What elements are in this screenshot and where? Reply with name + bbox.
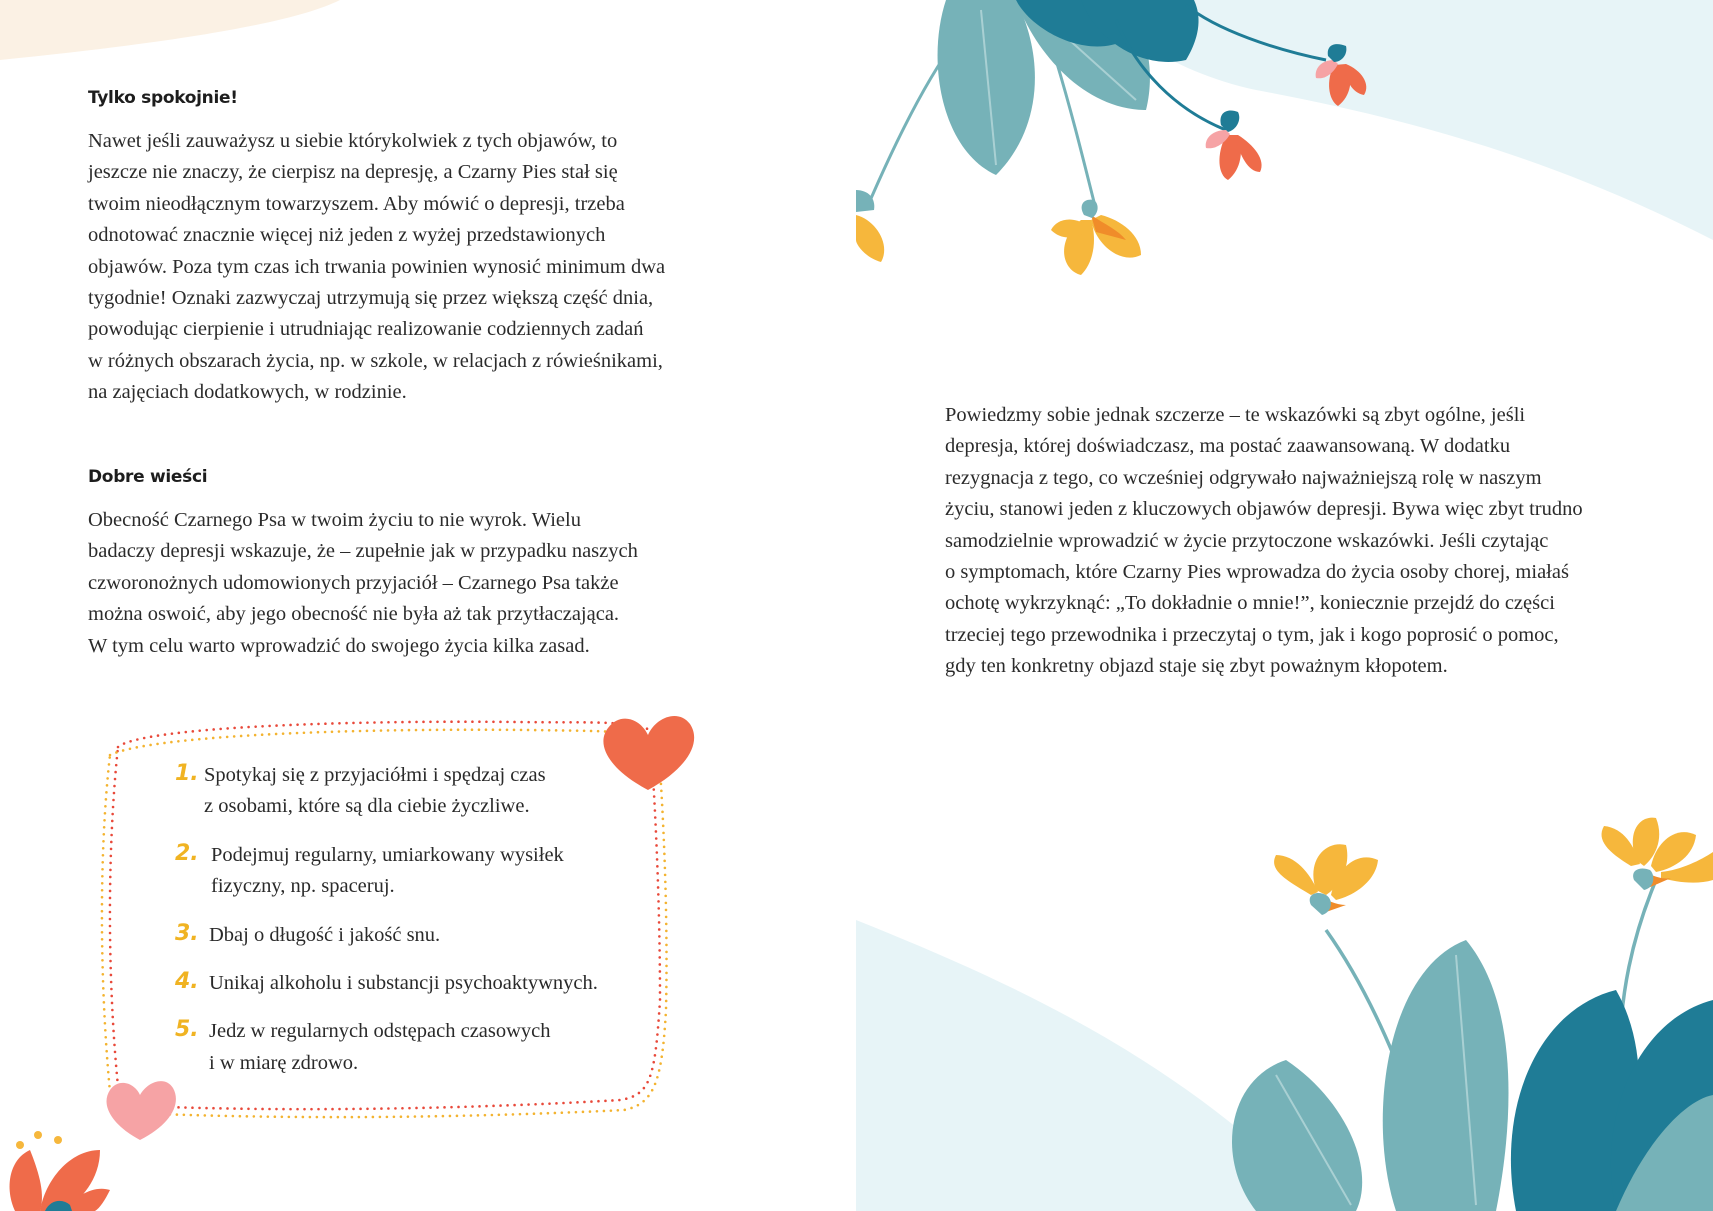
- text-line: twoim nieodłącznym towarzyszem. Aby mówić o depresji, trzeba: [88, 192, 625, 215]
- body-text: o symptomach, które Czarny Pies wprowadza do życia osoby chorej, miałaś: [945, 561, 1569, 584]
- text-line: [945, 651, 1665, 682]
- top-cream-wave: [0, 0, 340, 60]
- text-line: jeszcze nie znaczy, że cierpisz na depresję, a Czarny Pies stał się: [88, 161, 618, 184]
- tip-item: [175, 920, 655, 951]
- leaf-icon: [938, 0, 1035, 175]
- text-line: w różnych obszarach życia, np. w szkole, w relacjach z rówieśnikami,: [88, 349, 663, 372]
- text-line: powodując cierpienie i utrudniając realizowanie codziennych zadań: [88, 318, 644, 341]
- text-line: można oswoić, aby jego obecność nie była aż tak przytłaczająca.: [88, 603, 620, 626]
- text-line: Nawet jeśli zauważysz u siebie którykolwiek z tych objawów, to: [88, 130, 618, 152]
- body-text: trzeciej tego przewodnika i przeczytaj o tym, jak i kogo poprosić o pomoc,: [945, 623, 1559, 646]
- tip-line: Jedz w regularnych odstępach czasowych: [209, 1020, 551, 1043]
- left-page: [0, 0, 856, 1211]
- flower-icon: [1206, 111, 1262, 180]
- body-text: rezygnacja z tego, co wcześniej odgrywało najważniejszą rolę w naszym: [945, 466, 1542, 489]
- text-line: objawów. Poza tym czas ich trwania powinien wynosić minimum dwa: [88, 255, 666, 278]
- paragraph-tylko-spokojnie: [88, 126, 728, 409]
- text-line: Obecność Czarnego Psa w twoim życiu to nie wyrok. Wielu: [88, 509, 581, 531]
- emphasis-text: Powiedzmy sobie jednak szczerze – te wskazówki są zbyt ogólne, jeśli: [945, 404, 1526, 426]
- text-line: [945, 463, 1665, 494]
- text-line: odnotować znacznie więcej niż jeden z wyżej przedstawionych: [88, 224, 606, 247]
- tip-text: [175, 968, 655, 999]
- text-line: [945, 494, 1665, 525]
- tip-text: [175, 920, 655, 951]
- tip-line: Podejmuj regularny, umiarkowany wysiłek: [211, 843, 564, 866]
- tip-item: [175, 1016, 655, 1079]
- text-line: W tym celu warto wprowadzić do swojego życia kilka zasad.: [88, 634, 590, 657]
- text-line: badaczy depresji wskazuje, że – zupełnie jak w przypadku naszych: [88, 540, 638, 563]
- paragraph-powiedzmy-sobie: [945, 400, 1665, 683]
- tips-list: [175, 760, 655, 1096]
- right-page: [856, 0, 1713, 1211]
- tip-text: [175, 840, 655, 903]
- tip-number: 1.: [175, 761, 199, 786]
- tip-line: z osobami, które są dla ciebie życzliwe.: [204, 795, 530, 818]
- body-text: W dodatku: [1415, 435, 1511, 458]
- text-line: [945, 557, 1665, 588]
- leaf-icon: [1232, 1060, 1362, 1211]
- heading-tylko-spokojnie: Tylko spokojnie!: [88, 88, 238, 108]
- leaf-icon: [1383, 940, 1509, 1211]
- tip-number: 5.: [175, 1017, 199, 1043]
- text-line: tygodnie! Oznaki zazwyczaj utrzymują się przez większą część dnia,: [88, 287, 654, 310]
- flower-icon: [10, 1131, 110, 1211]
- tip-line: i w miarę zdrowo.: [209, 1051, 359, 1074]
- tip-line: Unikaj alkoholu i substancji psychoaktywnych.: [209, 972, 598, 995]
- flower-icon: [1051, 200, 1141, 275]
- tip-text: [175, 760, 655, 823]
- body-text: gdy ten konkretny objazd staje się zbyt poważnym kłopotem.: [945, 655, 1448, 678]
- flower-icon: [1602, 818, 1713, 890]
- text-line: [945, 526, 1665, 557]
- text-line: [945, 588, 1665, 619]
- text-line: na zajęciach dodatkowych, w rodzinie.: [88, 381, 407, 404]
- body-text: życiu, stanowi jeden z kluczowych objawów depresji. Bywa więc zbyt trudno: [945, 498, 1583, 521]
- tip-number: 3.: [175, 920, 199, 946]
- tip-line: Spotykaj się z przyjaciółmi i spędzaj czas: [204, 764, 546, 786]
- tip-number: 4.: [175, 969, 199, 995]
- flower-icon: [1274, 844, 1378, 915]
- heading-dobre-wiesci: Dobre wieści: [88, 467, 208, 487]
- body-text: ochotę wykrzyknąć: „To dokładnie o mnie!”, koniecznie przejdź do części: [945, 592, 1555, 615]
- flower-icon: [856, 190, 884, 262]
- text-line: czworonożnych udomowionych przyjaciół – Czarnego Psa także: [88, 571, 619, 594]
- paragraph-dobre-wiesci: [88, 505, 728, 662]
- emphasis-text: depresja, której doświadczasz, ma postać zaawansowaną.: [945, 435, 1416, 458]
- tip-item: [175, 760, 655, 823]
- text-line: [945, 400, 1665, 431]
- tip-item: [175, 968, 655, 999]
- heart-icon: [107, 1081, 176, 1140]
- tip-line: Dbaj o długość i jakość snu.: [209, 923, 441, 946]
- text-line: [945, 620, 1665, 651]
- tip-number: 2.: [175, 840, 199, 866]
- tip-line: fizyczny, np. spaceruj.: [211, 875, 395, 898]
- text-line: [945, 431, 1665, 462]
- tip-item: [175, 840, 655, 903]
- body-text: samodzielnie wprowadzić w życie przytoczone wskazówki. Jeśli czytając: [945, 529, 1549, 552]
- tip-text: [175, 1016, 655, 1079]
